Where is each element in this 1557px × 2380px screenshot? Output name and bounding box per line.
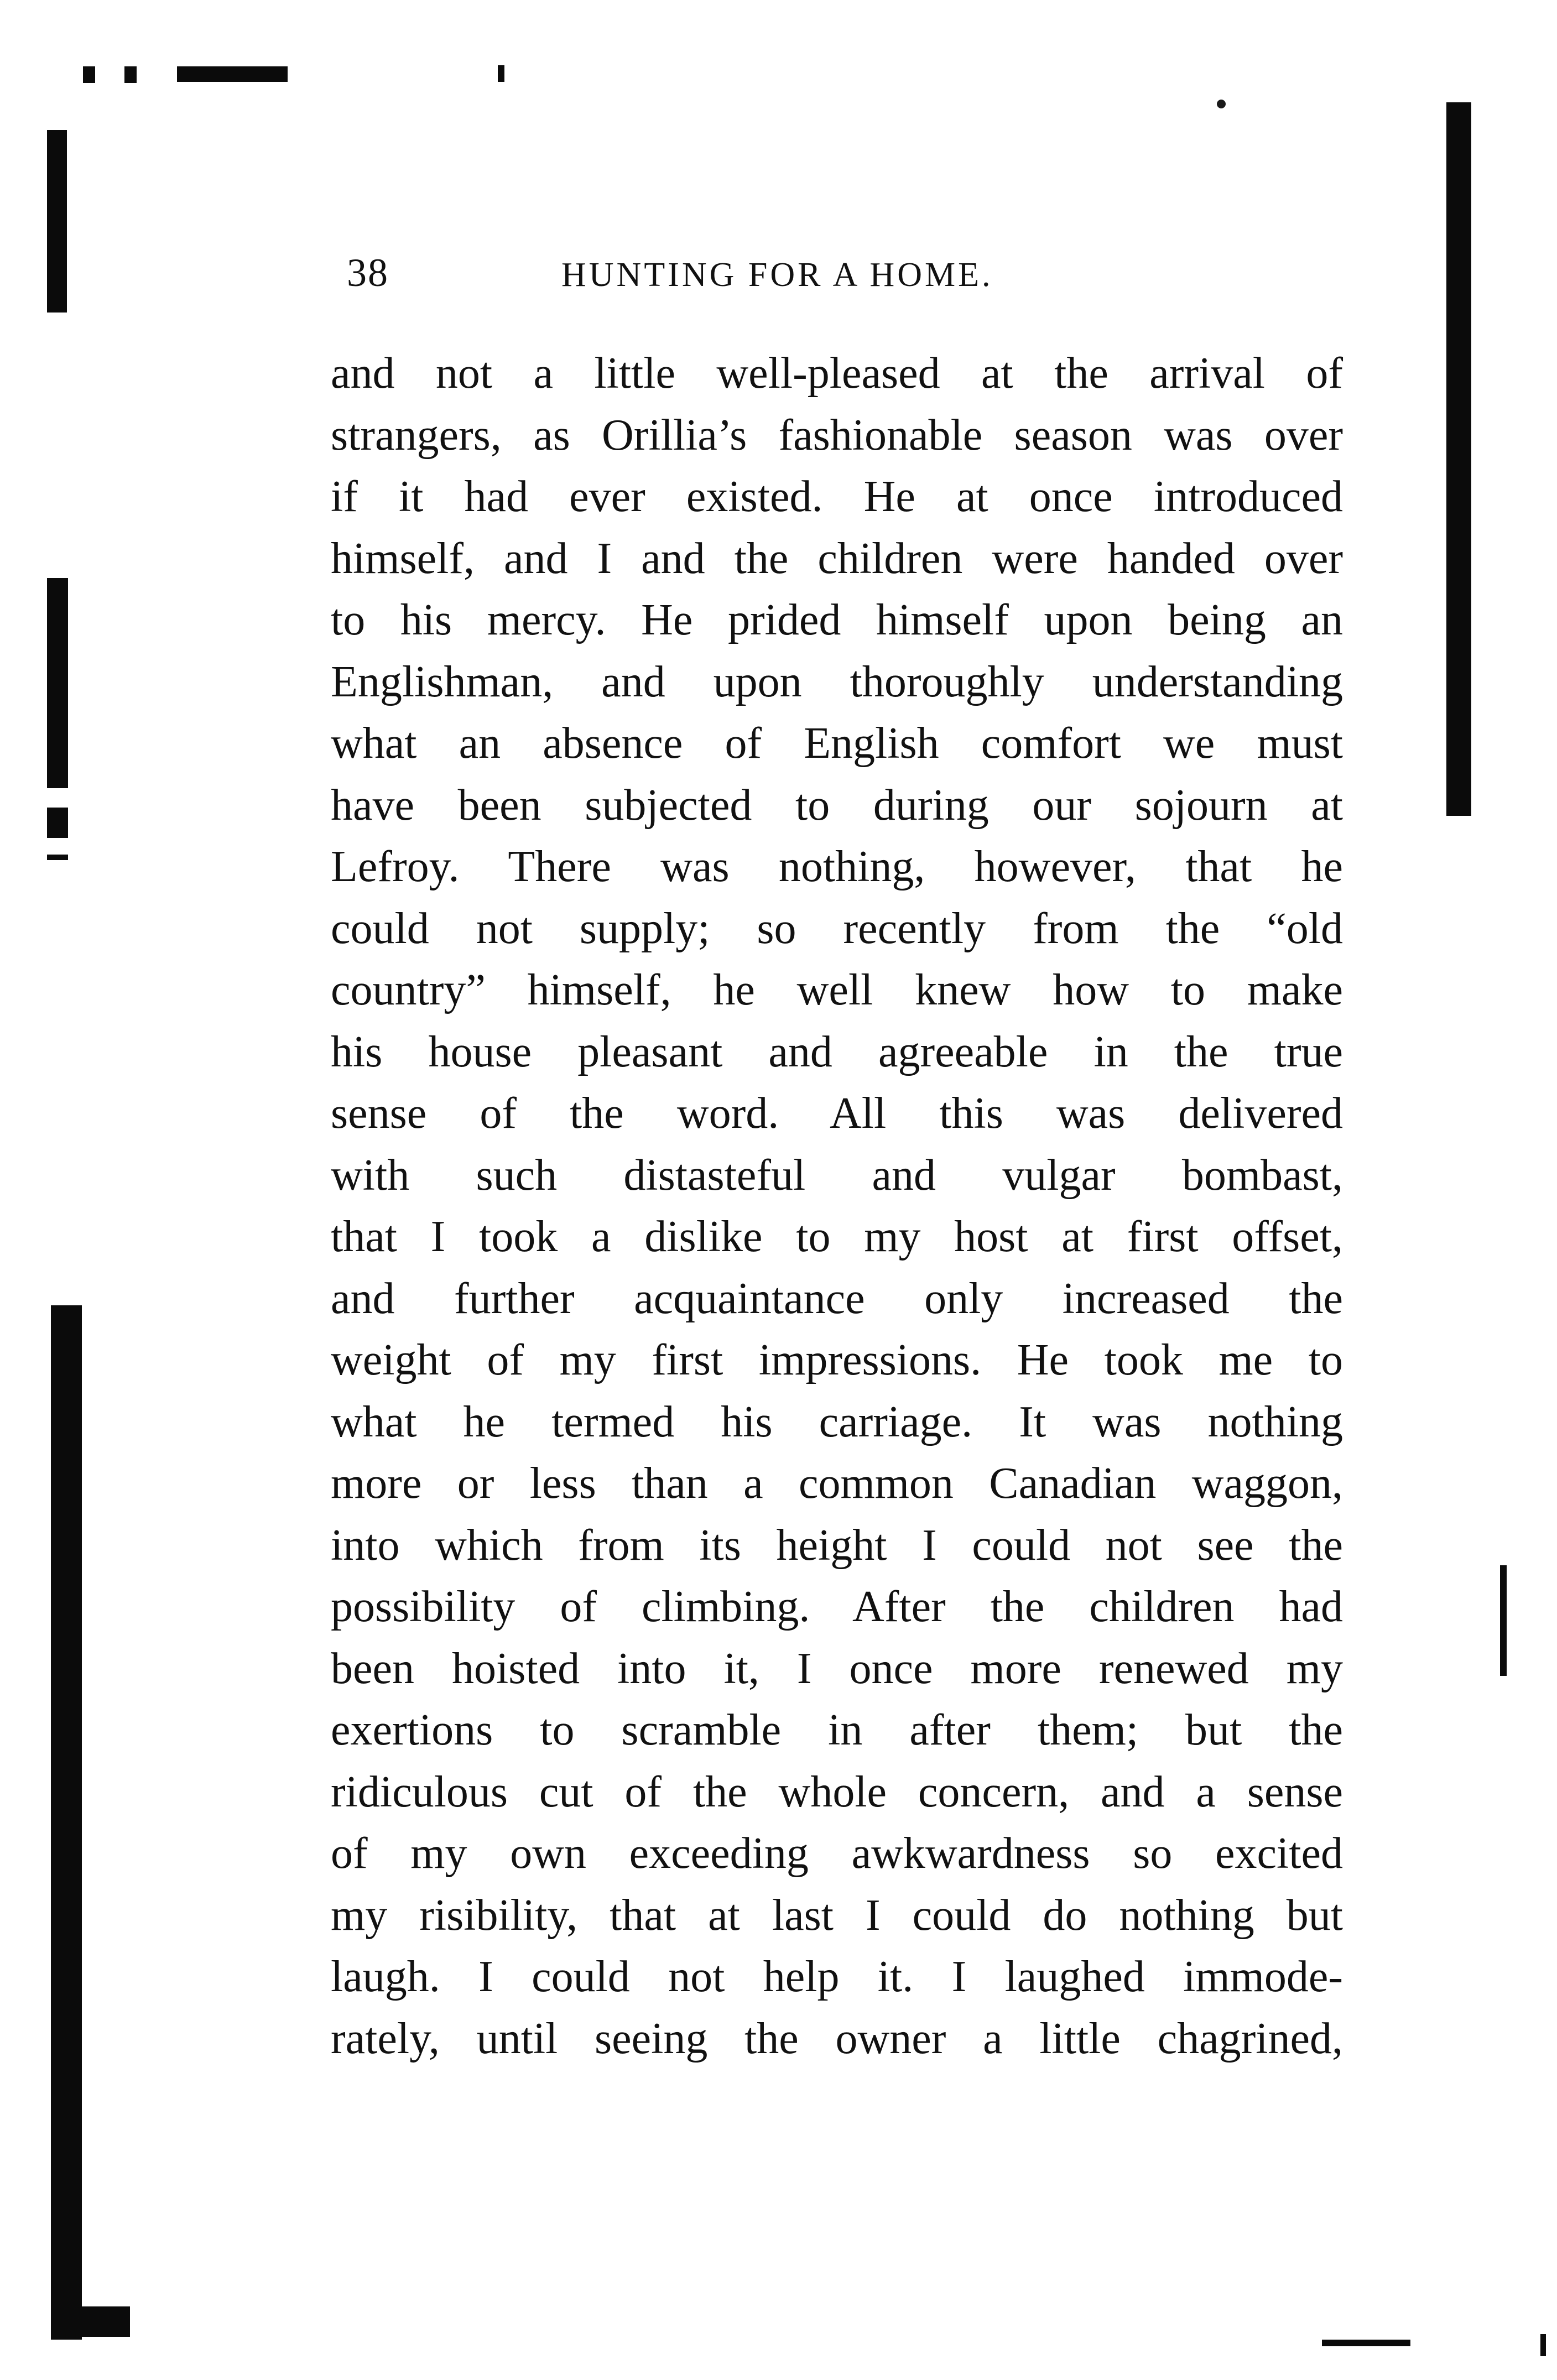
scan-artifact-bottom-right-dash — [1540, 2334, 1546, 2356]
text-line: Englishman, and upon thoroughly understanding — [331, 657, 1343, 706]
scan-artifact-left-long-bar — [51, 1305, 82, 2340]
text-line: into which from its height I could not see the — [331, 1520, 1343, 1570]
scan-artifact-left-mid-bar — [47, 578, 68, 788]
text-line: laugh. I could not help it. I laughed immode- — [331, 1952, 1343, 2001]
text-line: have been subjected to during our sojourn at — [331, 780, 1343, 830]
text-line: my risibility, that at last I could do nothing but — [331, 1891, 1343, 1940]
text-line: Lefroy. There was nothing, however, that he — [331, 842, 1343, 891]
text-line: his house pleasant and agreeable in the true — [331, 1027, 1343, 1076]
text-line: ridiculous cut of the whole concern, and a sense — [331, 1767, 1343, 1816]
scan-artifact-left-mid-dash-2 — [47, 855, 68, 860]
scan-artifact-left-base — [58, 2306, 130, 2337]
running-header — [329, 248, 1369, 298]
text-line: been hoisted into it, I once more renewed my — [331, 1644, 1343, 1693]
running-title: HUNTING FOR A HOME. — [561, 256, 993, 294]
scan-artifact-left-mid-dashes — [47, 808, 68, 838]
text-line: that I took a dislike to my host at first offset, — [331, 1212, 1343, 1261]
scan-artifact-left-top-bar — [47, 130, 67, 313]
text-line: what an absence of English comfort we must — [331, 719, 1343, 768]
text-line: if it had ever existed. He at once introduced — [331, 472, 1343, 521]
text-line: with such distasteful and vulgar bombast, — [331, 1150, 1343, 1200]
text-line: what he termed his carriage. It was nothing — [331, 1397, 1343, 1446]
text-line: more or less than a common Canadian waggon, — [331, 1459, 1343, 1508]
text-line: could not supply; so recently from the “old — [331, 904, 1343, 953]
text-line: country” himself, he well knew how to make — [331, 966, 1343, 1014]
text-line: sense of the word. All this was delivered — [331, 1089, 1343, 1138]
text-line: exertions to scramble in after them; but the — [331, 1706, 1343, 1754]
text-line: weight of my first impressions. He took me to — [331, 1336, 1343, 1384]
scan-artifact-right-small-bar — [1500, 1565, 1507, 1676]
page-number: 38 — [347, 251, 389, 295]
scan-artifact-right-long-bar — [1446, 102, 1471, 816]
text-line: and not a little well-pleased at the arrival of — [331, 349, 1343, 398]
scan-artifact-top-edge-2 — [124, 66, 137, 83]
scan-artifact-bottom-right-line — [1322, 2340, 1410, 2346]
text-line: of my own exceeding awkwardness so excited — [331, 1829, 1343, 1878]
text-line: to his mercy. He prided himself upon being an — [331, 596, 1343, 644]
scan-artifact-top-dot — [1217, 100, 1226, 108]
scan-artifact-top-edge-4 — [498, 65, 504, 82]
text-line: and further acquaintance only increased the — [331, 1274, 1343, 1323]
text-line: himself, and I and the children were handed over — [331, 534, 1343, 583]
scan-artifact-top-edge-1 — [83, 66, 95, 83]
body-text — [331, 343, 1343, 2070]
text-line: strangers, as Orillia’s fashionable season was over — [331, 410, 1343, 460]
scan-artifact-top-edge-3 — [177, 66, 288, 82]
text-line: possibility of climbing. After the children had — [331, 1582, 1343, 1631]
text-line: rately, until seeing the owner a little chagrined, — [331, 2014, 1343, 2063]
